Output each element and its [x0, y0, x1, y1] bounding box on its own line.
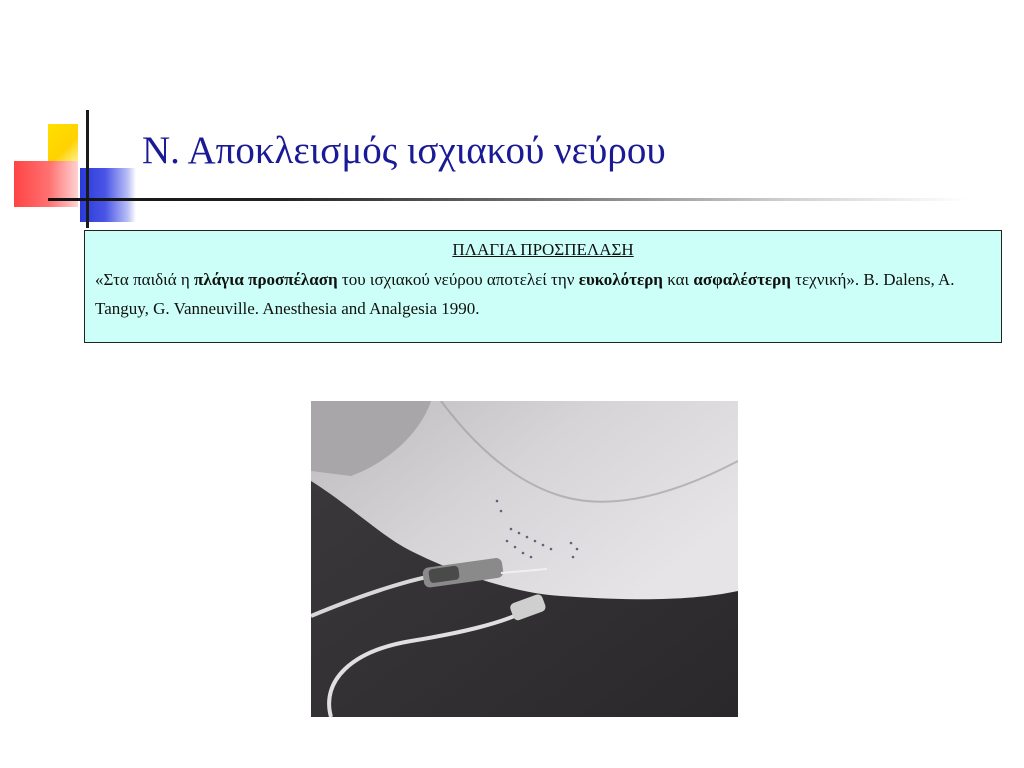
title-underline	[48, 198, 968, 201]
quote-emphasis-lateral-approach: πλάγια προσπέλαση	[194, 270, 338, 289]
clinical-photo-image	[311, 401, 738, 717]
quote-heading: ΠΛΑΓΙΑ ΠΡΟΣΠΕΛΑΣΗ	[452, 240, 634, 259]
quote-text-part: του ισχιακού νεύρου αποτελεί την	[337, 270, 579, 289]
quote-emphasis-easiest: ευκολότερη	[578, 270, 663, 289]
quote-text	[95, 265, 991, 323]
decor-vertical-line	[86, 110, 89, 228]
quote-text-part: «Στα παιδιά η	[95, 270, 195, 289]
quote-text-part: τεχνική». B. Dalens, A. Tanguy, G. Vanneuville. Anesthesia and Analgesia 1990.	[95, 270, 955, 318]
clinical-photo	[311, 401, 738, 717]
quote-text-part: και	[662, 270, 694, 289]
quote-box	[84, 230, 1002, 343]
slide-title: Ν. Αποκλεισμός ισχιακού νεύρου	[142, 129, 666, 172]
quote-emphasis-safest: ασφαλέστερη	[693, 270, 791, 289]
decor-yellow-square	[48, 124, 78, 164]
